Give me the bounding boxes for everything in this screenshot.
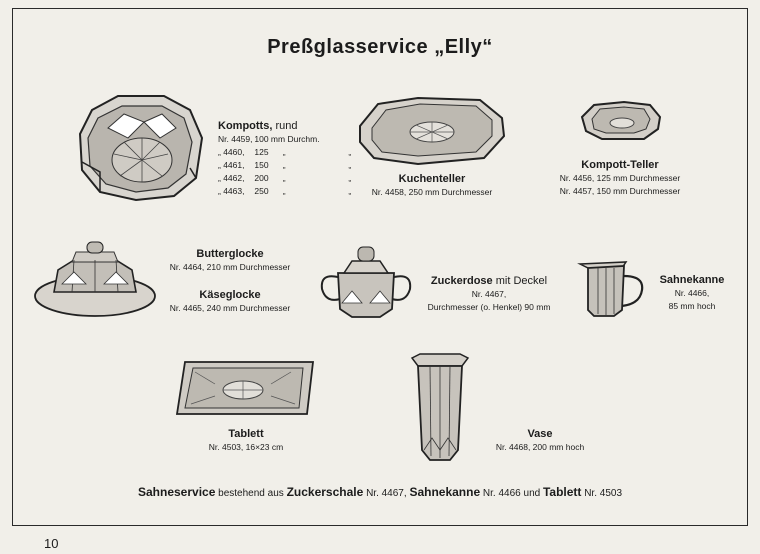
zuckerdose-label: Zuckerdose mit Deckel Nr. 4467, Durchmesser (o. Henkel) 90 mm [427, 275, 551, 312]
butterglocke-illustration [32, 240, 158, 320]
kompott-bowl-illustration [78, 92, 204, 204]
sahneservice-footer: Sahneservice bestehend aus Zuckerschale Nr. 4467, Sahnekanne Nr. 4466 und Tablett Nr. 4503 [137, 485, 623, 499]
butterglocke-label: Butterglocke Nr. 4464, 210 mm Durchmesser [169, 248, 291, 272]
kompott-teller-illustration [580, 101, 662, 141]
list-item: „ 4461, 150 „ „ [218, 160, 352, 170]
kompotts-label: Kompotts, rund Nr. 4459, 100 mm Durchm. „ 4460, 125 „ „ „ 4461, 150 „ „ „ 4462, 200 „ „ „ 4463, 250 „ „ [218, 120, 352, 196]
vase-label: Vase Nr. 4468, 200 mm hoch [495, 428, 585, 452]
kuchenteller-illustration [358, 96, 506, 166]
sahnekanne-illustration [578, 258, 646, 318]
list-item: „ 4460, 125 „ „ [218, 147, 352, 157]
list-item: Nr. 4459, 100 mm Durchm. [218, 134, 320, 144]
zuckerdose-illustration [318, 243, 414, 321]
page-title: Preßglasservice „Elly“ [267, 36, 493, 58]
sahnekanne-label: Sahnekanne Nr. 4466, 85 mm hoch [659, 274, 725, 311]
tablett-illustration [175, 360, 317, 416]
tablett-label: Tablett Nr. 4503, 16×23 cm [208, 428, 284, 452]
vase-illustration [410, 352, 470, 462]
list-item: „ 4463, 250 „ „ [218, 186, 352, 196]
kuchenteller-label: Kuchenteller Nr. 4458, 250 mm Durchmesser [371, 173, 493, 197]
page-number: 10 [44, 536, 59, 551]
kaeseglocke-label: Käseglocke Nr. 4465, 240 mm Durchmesser [169, 289, 291, 313]
kompott-teller-label: Kompott-Teller Nr. 4456, 125 mm Durchmesser Nr. 4457, 150 mm Durchmesser [559, 159, 681, 196]
list-item: „ 4462, 200 „ „ [218, 173, 352, 183]
